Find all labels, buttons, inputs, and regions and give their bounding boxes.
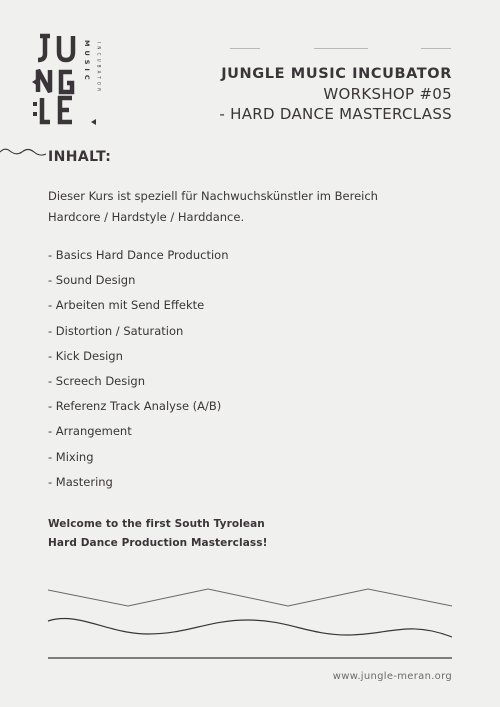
list-item: - Kick Design <box>48 348 123 363</box>
sine-wave <box>48 618 452 637</box>
jungle-logo <box>30 32 110 128</box>
logo-incubator-text: INCUBATOR <box>96 42 102 95</box>
welcome-text <box>48 515 267 553</box>
list-item: - Distortion / Saturation <box>48 323 184 338</box>
intro-text <box>48 186 448 227</box>
topics-list <box>48 245 229 497</box>
list-item: - Arrangement <box>48 424 132 439</box>
intro-line: Dieser Kurs ist speziell für Nachwuchskünstler im Bereich <box>48 189 378 203</box>
list-item: - Screech Design <box>48 373 146 388</box>
squiggle-decoration <box>0 143 50 163</box>
sawtooth-wave <box>48 589 452 606</box>
section-title: INHALT: <box>48 149 112 165</box>
header-title: JUNGLE MUSIC INCUBATOR <box>221 66 452 82</box>
header-subtitle: - HARD DANCE MASTERCLASS <box>219 105 452 123</box>
list-item: - Mastering <box>48 474 113 489</box>
welcome-line: Welcome to the first South Tyrolean <box>48 518 265 530</box>
top-rule-2 <box>314 48 368 49</box>
header-workshop: WORKSHOP #05 <box>323 85 452 103</box>
list-item: - Basics Hard Dance Production <box>48 248 229 262</box>
logo-music-text: MUSIC <box>83 40 91 84</box>
top-rule-1 <box>230 48 260 49</box>
header-block <box>219 64 452 124</box>
top-rule-3 <box>421 48 451 49</box>
list-item: - Referenz Track Analyse (A/B) <box>48 399 222 414</box>
list-item: - Arbeiten mit Send Effekte <box>48 298 205 313</box>
list-item: - Mixing <box>48 449 94 464</box>
welcome-line: Hard Dance Production Masterclass! <box>48 537 268 549</box>
waveform-decoration <box>46 582 454 664</box>
footer-url[interactable]: www.jungle-meran.org <box>332 671 452 682</box>
list-item: - Sound Design <box>48 273 136 288</box>
intro-line: Hardcore / Hardstyle / Harddance. <box>48 209 245 224</box>
